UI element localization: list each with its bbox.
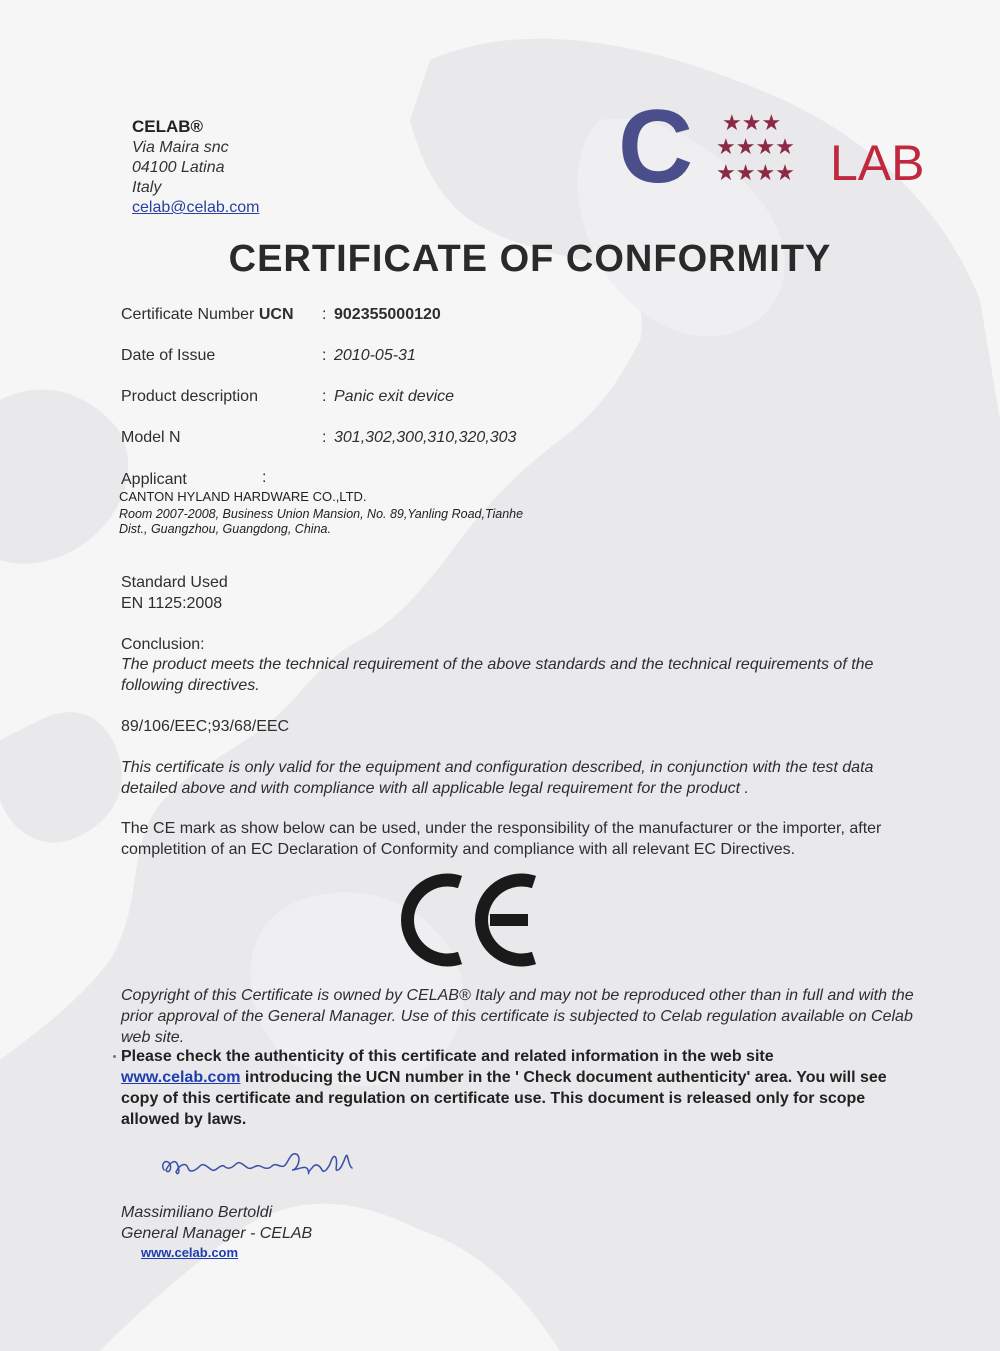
logo-stars bbox=[716, 111, 795, 186]
certificate-number-label: Certificate Number UCN bbox=[121, 306, 294, 323]
certificate-number-value: 902355000120 bbox=[334, 306, 441, 323]
standard-value: EN 1125:2008 bbox=[121, 595, 223, 612]
logo-text: LAB bbox=[830, 135, 925, 191]
product-description-label: Product description bbox=[121, 388, 258, 405]
issuer-city: 04100 Latina bbox=[132, 159, 225, 176]
applicant-label: Applicant bbox=[121, 471, 187, 488]
signer-title: General Manager - CELAB bbox=[121, 1225, 313, 1242]
svg-text:★★★★: ★★★★ bbox=[716, 135, 795, 160]
standard-label: Standard Used bbox=[121, 574, 228, 591]
conclusion-label: Conclusion: bbox=[121, 636, 205, 653]
product-description-value: Panic exit device bbox=[334, 388, 455, 405]
directives: 89/106/EEC;93/68/EEC bbox=[121, 718, 290, 735]
signature-image bbox=[156, 1140, 366, 1190]
colon: : bbox=[322, 306, 327, 323]
validity-text: This certificate is only valid for the equipment and configuration described, in conjunction with the test data detailed above and with compliance with all applicable legal requirement for the product . bbox=[121, 759, 874, 797]
date-of-issue-label: Date of Issue bbox=[121, 347, 216, 364]
ce-mark-icon bbox=[398, 868, 544, 972]
svg-text:★★★★: ★★★★ bbox=[716, 161, 795, 186]
model-label: Model N bbox=[121, 429, 181, 446]
model-value: 301,302,300,310,320,303 bbox=[334, 429, 517, 446]
conclusion-text: The product meets the technical requirement of the above standards and the technical requirements of the following directives. bbox=[121, 656, 874, 694]
applicant-address: Room 2007-2008, Business Union Mansion, No. 89,Yanling Road,Tianhe Dist., Guangzhou, Guangdong, China. bbox=[119, 507, 524, 536]
colon: : bbox=[322, 388, 327, 405]
applicant-name: CANTON HYLAND HARDWARE CO.,LTD. bbox=[119, 489, 367, 504]
ce-usage-text: The CE mark as show below can be used, under the responsibility of the manufacturer or the importer, after completition of an EC Declaration of Conformity and compliance with all relevant EC Directives. bbox=[121, 820, 882, 858]
issuer-email-link[interactable]: celab@celab.com bbox=[132, 199, 260, 216]
issuer-street: Via Maira snc bbox=[132, 139, 229, 156]
issuer-country: Italy bbox=[132, 179, 162, 196]
copyright-text: Copyright of this Certificate is owned by CELAB® Italy and may not be reproduced other than in full and with the prior approval of the General Manager. Use of this certificate is subjected to Celab regulation available on Celab web site. bbox=[121, 987, 914, 1046]
colon: : bbox=[322, 347, 327, 364]
issuer-name: CELAB® bbox=[132, 117, 204, 136]
svg-text:★★★: ★★★ bbox=[722, 111, 782, 136]
colon: : bbox=[322, 429, 327, 446]
signer-name: Massimiliano Bertoldi bbox=[121, 1204, 273, 1221]
footer-website-link[interactable]: www.celab.com bbox=[141, 1245, 239, 1260]
certificate-title: CERTIFICATE OF CONFORMITY bbox=[228, 238, 832, 280]
authenticity-notice: Please check the authenticity of this certificate and related information in the web site www.celab.com introducing the UCN number in the ' Check document authenticity' area. You will see copy of this certificate and regulation on certificate use. This document is released only for scope allowed by laws. bbox=[121, 1048, 887, 1128]
bullet-dot bbox=[113, 1055, 116, 1058]
logo-letter: C bbox=[618, 100, 694, 196]
notice-website-link[interactable]: www.celab.com bbox=[121, 1069, 241, 1086]
date-of-issue-value: 2010-05-31 bbox=[334, 347, 416, 364]
celab-logo bbox=[618, 100, 934, 196]
applicant-colon: : bbox=[262, 469, 267, 486]
